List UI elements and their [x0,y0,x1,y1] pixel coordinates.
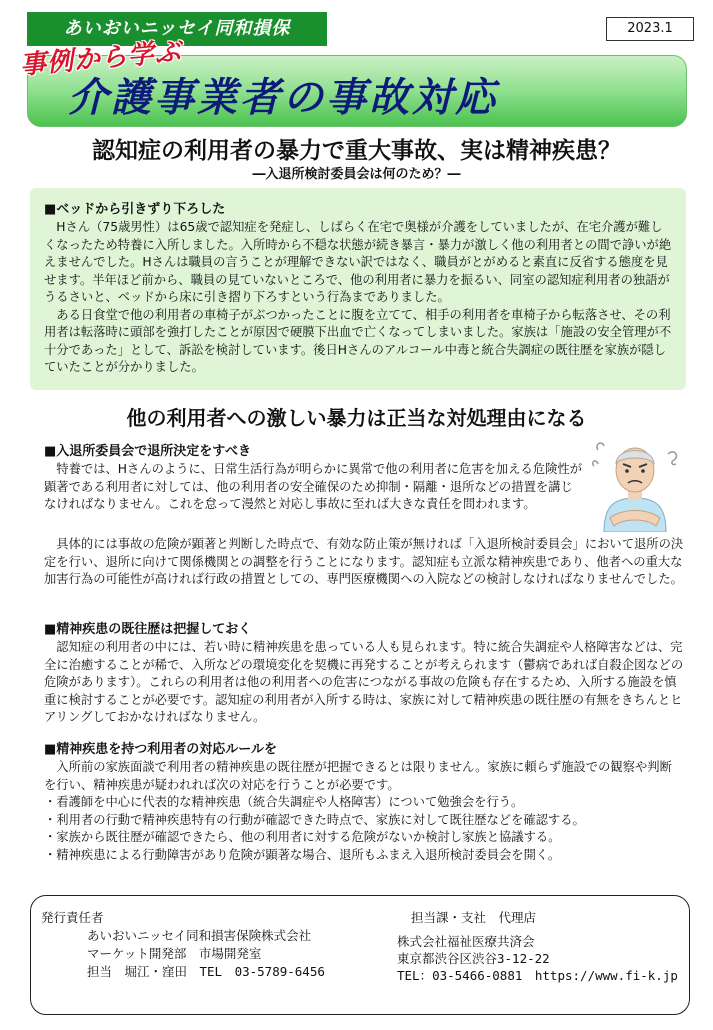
section-3-bullet-4: ・精神疾患による行動障害があり危険が顕著な場合、退所もふまえ入退所検討委員会を開く。 [44,847,561,862]
publisher-company: あいおいニッセイ同和損害保険株式会社 [87,928,312,943]
section-3-bullet-2: ・利用者の行動で精神疾患特有の行動が確認できた時点で、家族に対して既往歴などを確認する。 [44,812,585,827]
section-1-title: ■入退所委員会で退所決定をすべき [44,444,252,459]
troubled-elderly-man-icon [586,436,684,532]
section-3-bullet-3: ・家族から既往歴が確認できたら、他の利用者に対する危険がないか検討し家族と協議する。 [44,830,561,844]
brand-label: あいおいニッセイ同和損保 [27,12,327,46]
section-1 [44,440,584,514]
section-1-paragraph-2: 具体的には事故の危険が顕著と判断した時点で、有効な防止策が無ければ「入退所検討委員会」において退所の決定を行い、退所に向けて関係機関との調整を行うことになります。認知症も立派な精神疾患であり、他者への重大な加害行為の可能性が高ければ行政の措置としての、専門医療機関への入院などの検討しなければなりませんでした。 [44,537,684,586]
case-paragraph-1: Hさん（75歳男性）は65歳で認知症を発症し、しばらく在宅で奥様が介護をしていましたが、在宅介護が難しくなったため特養に入所しました。入所時から不穏な状態が続き暴言・暴力が激しく他の利用者との間で諍いが絶えませんでした。Hさんは職員の言うことが理解できない訳ではなく、職員がとがめると素直に反省する態度を見せます。半年ほど前から、職員の見ていないところで、他の利用者に暴力を振るい、同室の認知症利用者の独語がうるさいと、ベッドから床に引き摺り下ろすという行為までありました。 [44,220,672,304]
section-3 [44,738,684,864]
footer-box [30,895,690,1015]
section-2-paragraph-1: 認知症の利用者の中には、若い時に精神疾患を患っている人も見られます。特に統合失調症や人格障害などは、完全に治癒することが稀で、入所などの環境変化を契機に再発することが考えられます（鬱病であれば自殺企図などの危険があります）。これらの利用者は他の利用者への危害につながる事故の危険も存在するため、入所する施設を慎重に検討することが必要です。認知症の利用者が入所する時は、家族に対して精神疾患の既往歴の有無をきちんとヒアリングしておかなければなりません。 [44,640,684,724]
section-2-title: ■精神疾患の既往歴は把握しておく [44,622,252,637]
agent-label: 担当課・支社 代理店 [411,910,537,925]
section-1-paragraph-1: 特養では、Hさんのように、日常生活行為が明らかに異常で他の利用者に危害を加える危険性が顕著である利用者に対しては、他の利用者の安全確保のため抑制・隔離・退所などの措置を講じなければなりません。これを怠って漫然と対応し事故に至れば大きな責任を問われます。 [44,462,583,511]
publisher-department: マーケット開発部 市場開発室 [87,946,262,961]
case-paragraph-2: ある日食堂で他の利用者の車椅子がぶつかったことに腹を立てて、相手の利用者を車椅子から転落させ、その利用者は転落時に頭部を強打したことが原因で硬膜下出血で亡くなってしまいました。家族は「施設の安全管理が不十分であった」として、訴訟を検討しています。後日Hさんのアルコール中毒と統合失調症の既往歴を家族が隠していたことが分かりました。 [44,307,672,374]
banner-title: 介護事業者の事故対応 [68,75,498,121]
headline: 認知症の利用者の暴力で重大事故、実は精神疾患？ [92,138,621,164]
issue-date: 2023.1 [606,17,694,41]
agent-address: 東京都渋谷区渋谷3-12-22 [397,951,550,966]
agent-contact: TEL：03-5466-0881 https://www.fi-k.jp [397,968,678,983]
case-title: ■ベッドから引きずり下ろした [44,202,226,217]
case-box [30,188,686,390]
publisher-contact: 担当 堀江・窪田 TEL 03-5789-6456 [87,964,325,979]
banner-subtitle: 事例から学ぶ [18,36,183,81]
headline-sub: ―入退所検討委員会は何のため？― [252,167,461,182]
section-3-paragraph-1: 入所前の家族面談で利用者の精神疾患の既往歴が把握できるとは限りません。家族に頼らず施設での観察や判断を行い、精神疾患が疑われれば次の対応を行うことが必要です。 [44,760,672,792]
section-3-bullet-1: ・看護師を中心に代表的な精神疾患（統合失調症や人格障害）について勉強会を行う。 [44,795,524,809]
section-2 [44,618,684,727]
section-1-continued [44,536,684,589]
agent-name: 株式会社福祉医療共済会 [397,934,535,949]
section-3-title: ■精神疾患を持つ利用者の対応ルールを [44,742,278,757]
section-heading: 他の利用者への激しい暴力は正当な対処理由になる [126,406,587,430]
publisher-label: 発行責任者 [41,910,104,925]
